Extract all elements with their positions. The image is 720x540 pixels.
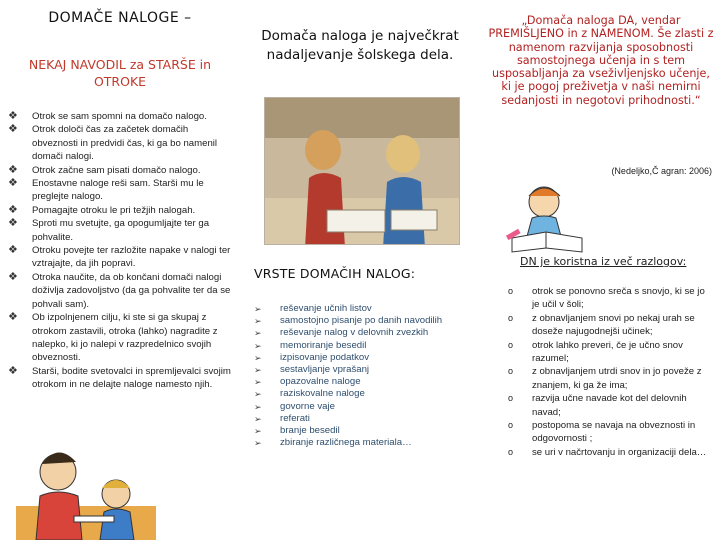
citation: (Nedeljko,Č agran: 2006): [611, 166, 712, 176]
circle-bullet-icon: o: [508, 312, 514, 323]
list-item: ❖ Starši, bodite svetovalci in spremljevalci svojim otrokom in ne delajte naloge namesto njih.: [8, 364, 231, 391]
reasons-heading: DN je koristna iz več razlogov:: [520, 255, 687, 268]
arrow-bullet-icon: ➢: [254, 438, 262, 449]
arrow-bullet-icon: ➢: [254, 377, 262, 388]
list-item: ❖ Otrok začne sam pisati domačo nalogo.: [8, 163, 201, 176]
diamond-bullet-icon: ❖: [8, 270, 18, 283]
arrow-bullet-icon: ➢: [254, 304, 262, 314]
list-item: ➢ samostojno pisanje po danih navodilih: [254, 315, 443, 327]
subtitle: NEKAJ NAVODIL za STARŠE in OTROKE: [28, 57, 212, 89]
arrow-bullet-icon: ➢: [254, 328, 262, 339]
diamond-bullet-icon: ❖: [8, 123, 18, 136]
list-item: ➢ zbiranje različnega materiala…: [254, 437, 412, 449]
parent-child-clipart: [16, 436, 156, 540]
right-column: [480, 0, 720, 540]
list-item: ❖ Ob izpolnjenem cilju, ki ste si ga skupaj z otrokom zastavili, otroka (lahko) nagradite z nalepko, ki jo nalepi v razpredelnico svojih obveznosti.: [8, 311, 218, 364]
arrow-bullet-icon: ➢: [254, 316, 262, 327]
child-reading-clipart: [504, 182, 590, 256]
circle-bullet-icon: o: [508, 446, 514, 457]
list-item: o postopoma se navaja na obveznosti in odgovornosti ;: [508, 420, 696, 445]
circle-bullet-icon: o: [508, 420, 514, 431]
list-item: ➢ sestavljanje vprašanj: [254, 364, 370, 376]
list-item: ❖ Pomagajte otroku le pri težjih nalogah.: [8, 203, 196, 216]
list-item: ➢ memoriranje besedil: [254, 339, 367, 351]
arrow-bullet-icon: ➢: [254, 352, 262, 363]
quote: „Domača naloga DA, vendar PREMIŠLJENO in z NAMENOM. Še zlasti z namenom razvijanja sposobnosti samostojnega učenja in s tem usposabljanja za vseživljenjsko učenje, ki je pogoj preživetja v naši nemirni sedanjosti in negotovi prihodnosti.“: [488, 14, 714, 107]
diamond-bullet-icon: ❖: [8, 311, 18, 324]
list-item: ❖ Otroku povejte ter razložite napake v nalogi ter vztrajajte, da jih popravi.: [8, 244, 231, 270]
list-item: o se uri v načrtovanju in organizaciji dela…: [508, 446, 707, 458]
arrow-bullet-icon: ➢: [254, 389, 262, 400]
list-item: ❖ Sproti mu svetujte, ga opogumljajte ter ga pohvalite.: [8, 217, 210, 243]
section-heading: VRSTE DOMAČIH NALOG:: [254, 266, 416, 281]
arrow-bullet-icon: ➢: [254, 413, 262, 424]
list-item: ➢ reševanje učnih listov: [254, 303, 372, 314]
diamond-bullet-icon: ❖: [8, 244, 18, 257]
list-item: ❖ Otroka naučite, da ob končani domači nalogi doživlja zadovoljstvo (da ga pohvalite ter da se pohvali sam).: [8, 270, 231, 310]
list-item: o otrok lahko preveri, če je učno snov razumel;: [508, 339, 683, 365]
list-item: ❖ Otrok določi čas za začetek domačih obveznosti in predvidi čas, ki ga bo namenil domači nalogi.: [8, 123, 218, 163]
diamond-bullet-icon: ❖: [8, 364, 18, 377]
middle-column: [240, 0, 480, 540]
children-photo: [264, 97, 460, 245]
circle-bullet-icon: o: [508, 393, 514, 404]
diamond-bullet-icon: ❖: [8, 163, 18, 176]
list-item: ➢ govorne vaje: [254, 400, 335, 412]
list-item: ➢ referati: [254, 412, 310, 424]
diamond-bullet-icon: ❖: [8, 177, 18, 190]
list-item: ➢ raziskovalne naloge: [254, 388, 365, 400]
list-item: o z obnavljanjem utrdi snov in jo poveže z znanjem, ki ga že ima;: [508, 366, 702, 391]
arrow-bullet-icon: ➢: [254, 365, 262, 376]
list-item: o z obnavljanjem snovi po nekaj urah se doseže najugodnejši učinek;: [508, 312, 695, 338]
tips-list: [8, 110, 236, 392]
circle-bullet-icon: o: [508, 286, 514, 296]
circle-bullet-icon: o: [508, 366, 514, 377]
arrow-bullet-icon: ➢: [254, 340, 262, 351]
middle-heading: Domača naloga je največkrat nadaljevanje šolskega dela.: [261, 28, 459, 63]
arrow-bullet-icon: ➢: [254, 401, 262, 412]
list-item: ➢ branje besedil: [254, 425, 340, 437]
list-item: ❖ Otrok se sam spomni na domačo nalogo.: [8, 110, 207, 122]
diamond-bullet-icon: ❖: [8, 110, 18, 122]
page-title: DOMAČE NALOGE –: [48, 10, 192, 26]
circle-bullet-icon: o: [508, 339, 514, 350]
list-item: o razvija učne navade kot del delovnih navad;: [508, 393, 687, 418]
list-item: ➢ reševanje nalog v delovnih zvezkih: [254, 327, 429, 339]
list-item: ➢ opazovalne naloge: [254, 376, 361, 388]
diamond-bullet-icon: ❖: [8, 217, 18, 230]
list-item: ➢ izpisovanje podatkov: [254, 351, 370, 363]
list-item: o otrok se ponovno sreča s snovjo, ki se jo je učil v šoli;: [508, 286, 705, 311]
arrow-bullet-icon: ➢: [254, 426, 262, 437]
list-item: ❖ Enostavne naloge reši sam. Starši mu le preglejte nalogo.: [8, 177, 204, 203]
left-column: [0, 0, 240, 540]
types-list: [254, 303, 476, 449]
reasons-list: [508, 285, 714, 459]
diamond-bullet-icon: ❖: [8, 203, 18, 216]
